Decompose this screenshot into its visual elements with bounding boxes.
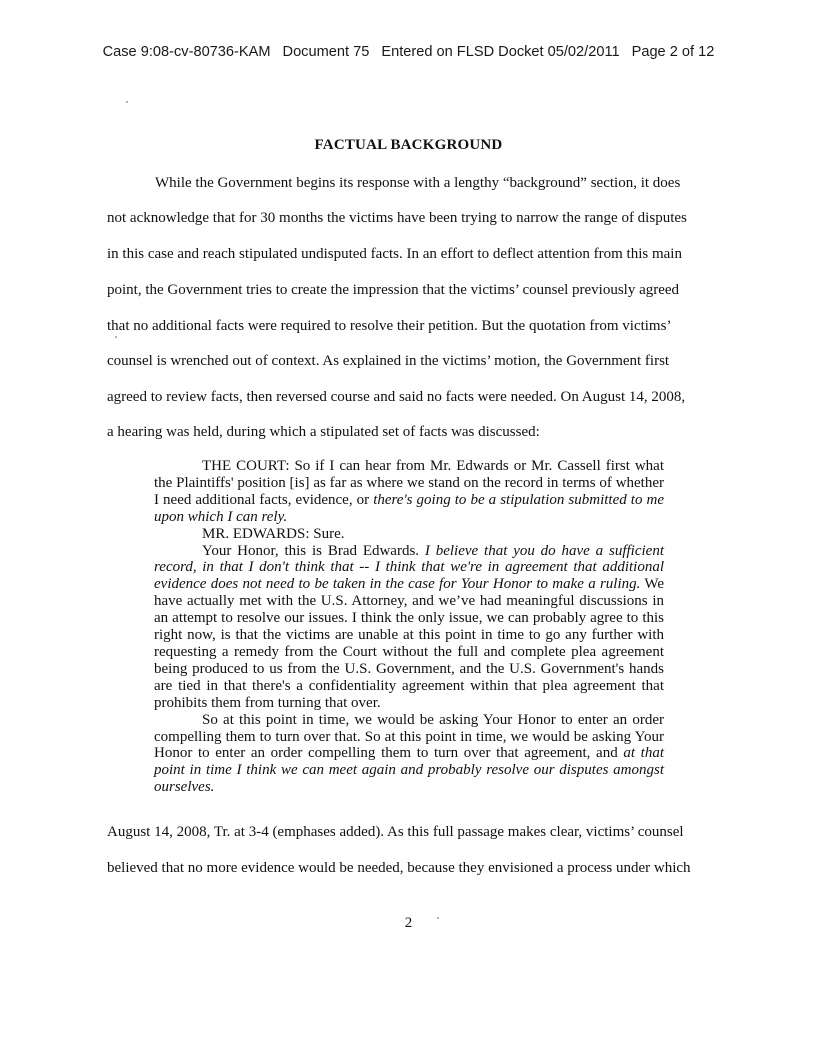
quote-final-emphasis: at that point in time I think we can meet again and probably resolve our disputes amongst ourselves. bbox=[154, 745, 664, 796]
block-quote-transcript bbox=[154, 458, 664, 796]
header-page-count: Page 2 of 12 bbox=[631, 44, 715, 60]
paragraph-line: agreed to review facts, then reversed course and said no facts were needed. On August 14, 2008, bbox=[107, 389, 686, 405]
paragraph-line: believed that no more evidence would be needed, because they envisioned a process under which bbox=[107, 860, 691, 876]
scan-speck bbox=[126, 101, 128, 103]
header-entered-date: Entered on FLSD Docket 05/02/2011 bbox=[381, 44, 620, 60]
quote-edwards-label: MR. EDWARDS: Sure. bbox=[202, 525, 345, 542]
quote-edwards bbox=[154, 543, 664, 712]
quote-edwards-emphasis: I believe that you do have a sufficient record, in that I don't think that -- I think that we're in agreement that additional evidence does not need to be taken in the case for Your Honor to make a ruling. bbox=[154, 542, 664, 593]
scan-speck bbox=[115, 336, 117, 338]
docket-header bbox=[0, 44, 817, 60]
paragraph-line: not acknowledge that for 30 months the victims have been trying to narrow the range of disputes bbox=[107, 210, 687, 226]
quote-final-text: So at this point in time, we would be asking Your Honor to enter an order compelling them to turn over that. So at this point in time, we would be asking Your Honor to enter an order compelling them to turn over that agreement, and bbox=[154, 711, 664, 762]
quote-court bbox=[154, 458, 664, 526]
paragraph-line: point, the Government tries to create the impression that the victims’ counsel previously agreed bbox=[107, 282, 680, 298]
header-document-number: Document 75 bbox=[282, 44, 370, 60]
scan-speck bbox=[437, 917, 439, 919]
section-heading: FACTUAL BACKGROUND bbox=[314, 137, 503, 153]
paragraph-line: While the Government begins its response with a lengthy “background” section, it does bbox=[155, 175, 681, 191]
quote-court-text: THE COURT: So if I can hear from Mr. Edwards or Mr. Cassell first what the Plaintiffs' position [is] as far as where we stand on the record in terms of whether I need additional facts, evidence, or bbox=[154, 458, 664, 508]
paragraph-line: counsel is wrenched out of context. As explained in the victims’ motion, the Government first bbox=[107, 353, 670, 369]
paragraph-line: that no additional facts were required to resolve their petition. But the quotation from victims’ bbox=[107, 318, 672, 334]
quote-edwards-text: Your Honor, this is Brad Edwards. bbox=[202, 542, 425, 559]
quote-final bbox=[154, 712, 664, 797]
paragraph-line: a hearing was held, during which a stipulated set of facts was discussed: bbox=[107, 424, 540, 440]
quote-court-emphasis: there's going to be a stipulation submitted to me upon which I can rely. bbox=[154, 491, 665, 525]
paragraph-line: August 14, 2008, Tr. at 3-4 (emphases added). As this full passage makes clear, victims’ counsel bbox=[107, 824, 684, 840]
paragraph-line: in this case and reach stipulated undisputed facts. In an effort to deflect attention from this main bbox=[107, 246, 682, 262]
page-number: 2 bbox=[404, 915, 413, 931]
quote-edwards-text-continued: We have actually met with the U.S. Attorney, and we’ve had meaningful discussions in an attempt to resolve our issues. I think the only issue, we can probably agree to this right now, is that the victims are unable at this point in time to go any further with requesting a remedy from the Court without the full and complete plea agreement being produced to us from the U.S. Government, and the U.S. Government's hands are tied in that there's a confidentiality agreement within that plea agreement that prohibits them from turning that over. bbox=[154, 576, 665, 711]
header-case-number: Case 9:08-cv-80736-KAM bbox=[102, 44, 271, 60]
